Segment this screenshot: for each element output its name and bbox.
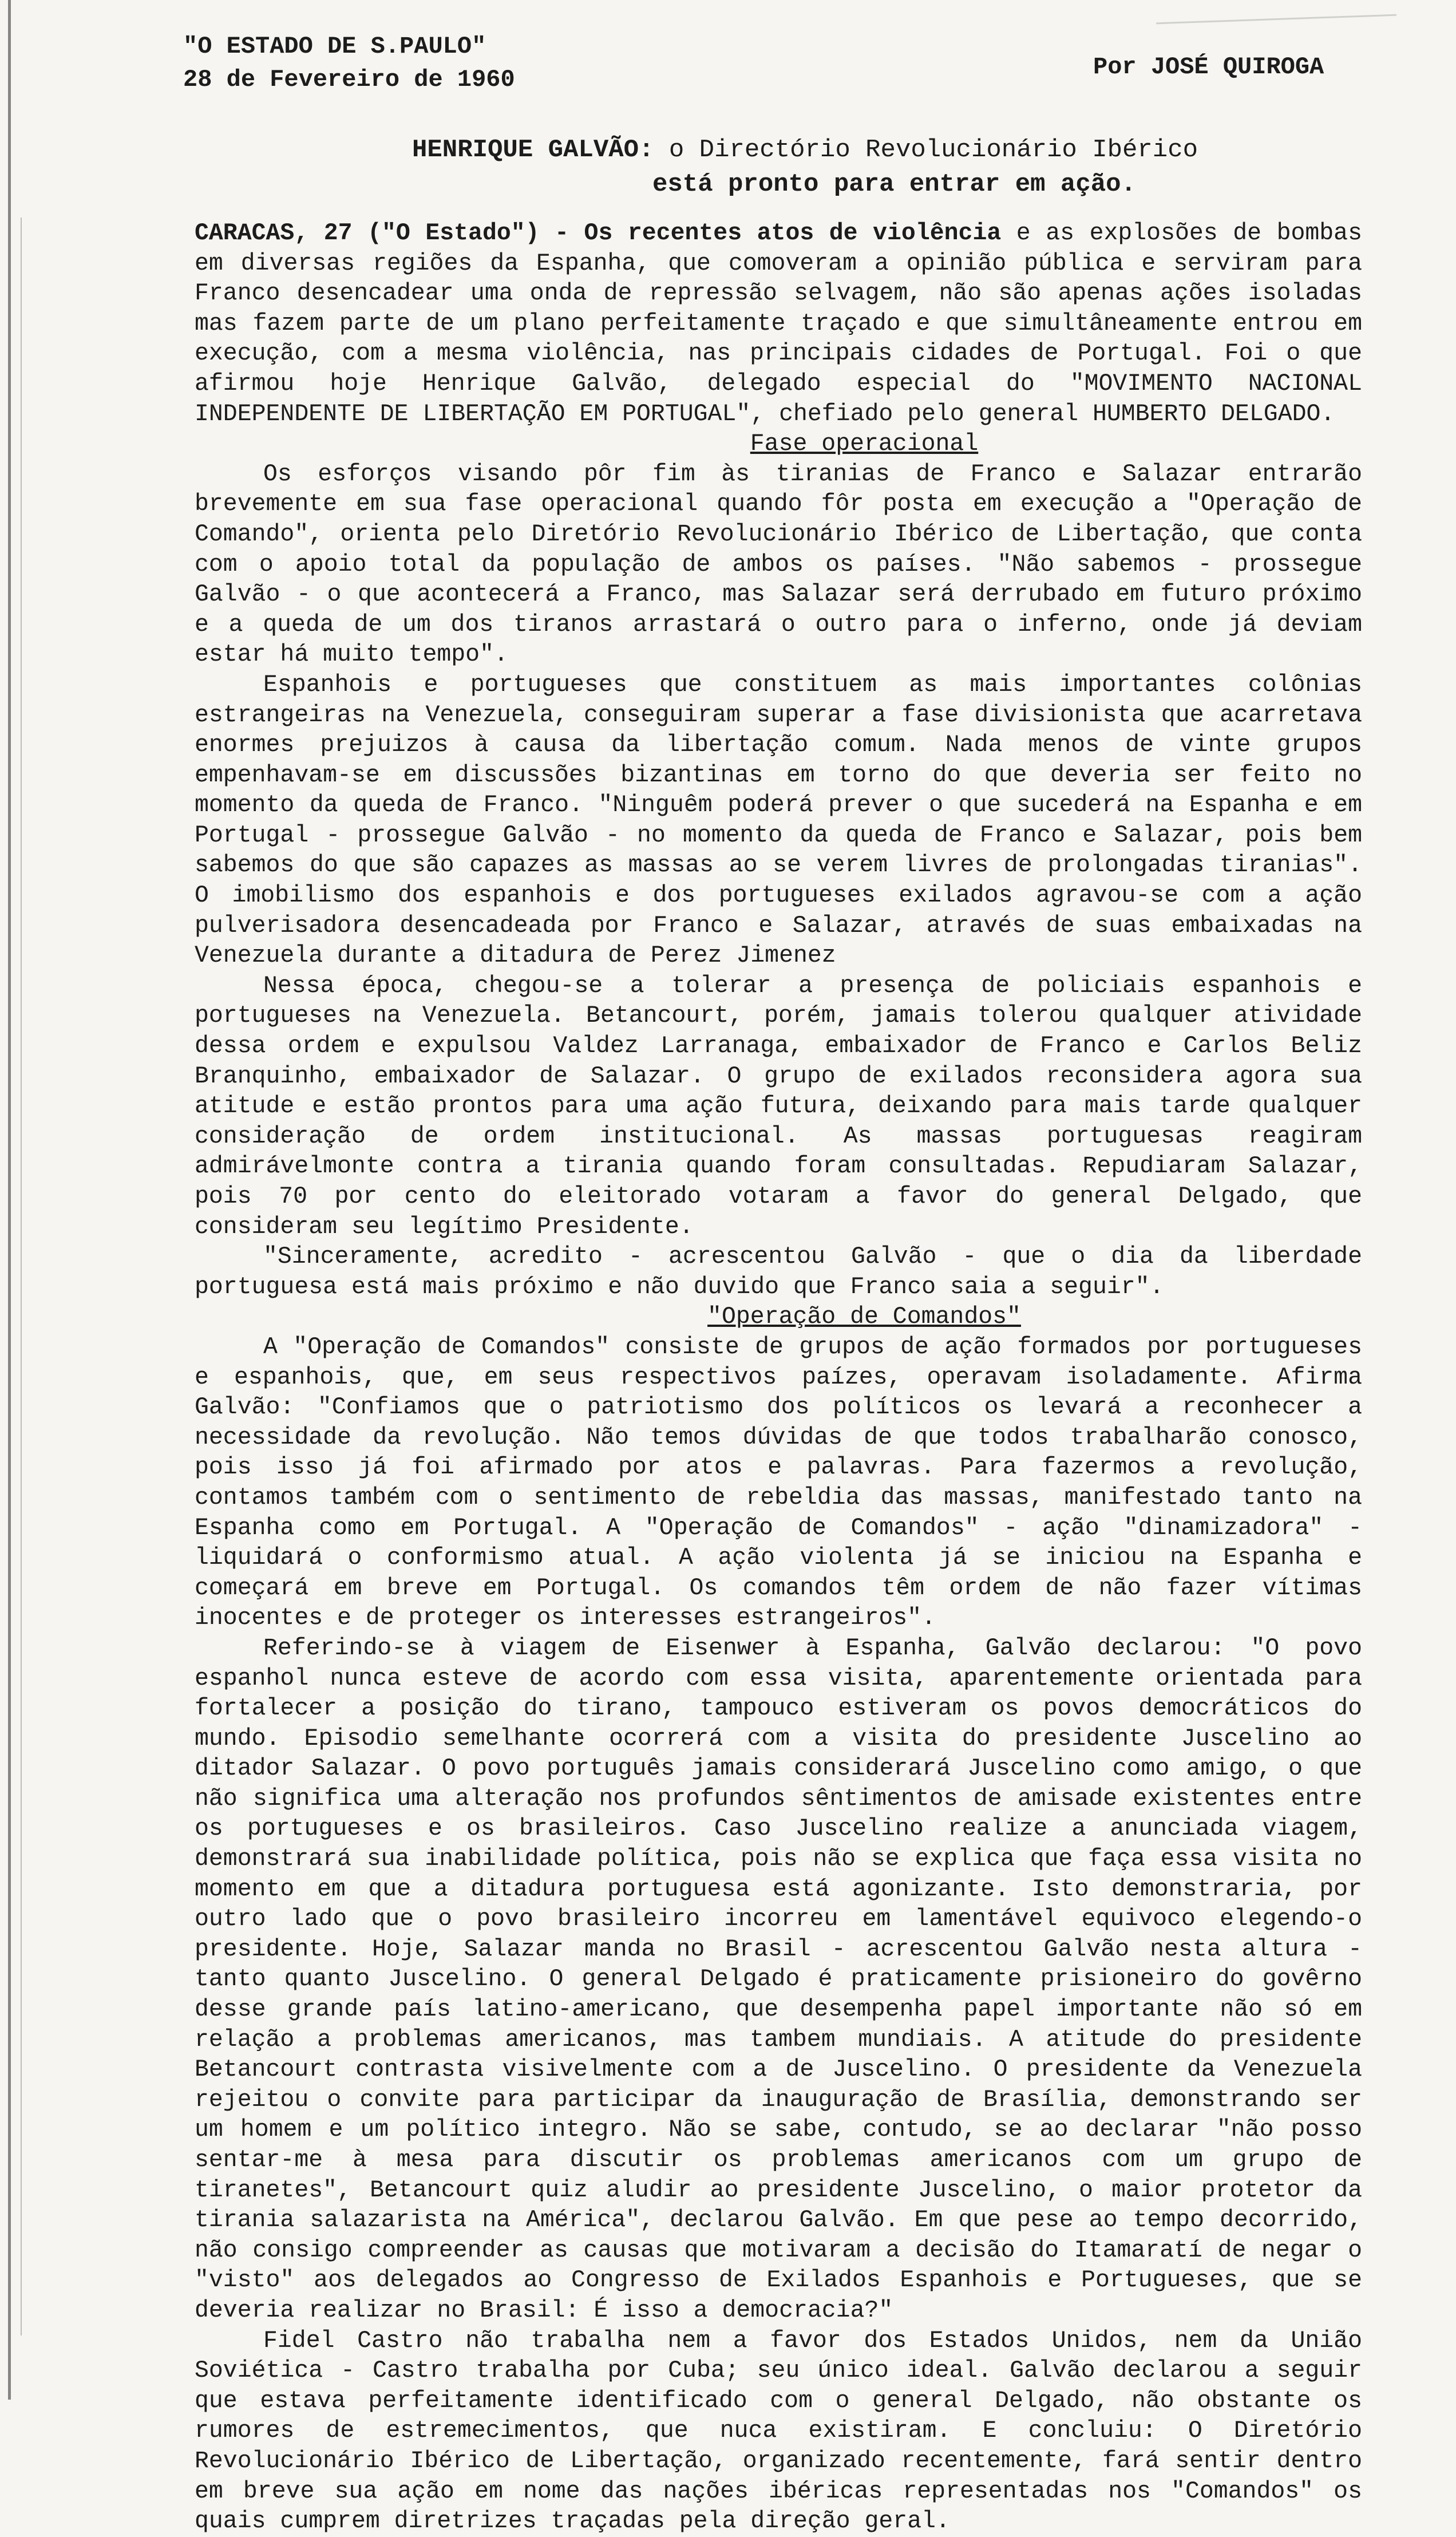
paragraph-text: e as explosões de bombas em diversas regiões da Espanha, que comoveram a opinião pública e serviram para Franco desencadear uma onda de repressão selvagem, não são apenas ações isoladas mas fazem parte de um plano perfeitamente traçado e que simultâneamente entrou em execução, com a mesma violência, nas principais cidades de Portugal. Foi o que afirmou hoje Henrique Galvão, delegado especial do "MOVIMENTO NACIONAL INDEPENDENTE DE LIBERTAÇÃO EM PORTUGAL", chefiado pelo general HUMBERTO DELGADO. xyxy=(195,220,1362,428)
article-paragraph xyxy=(195,2326,1362,2537)
title-rest: o Directório Revolucionário Ibérico xyxy=(654,136,1198,164)
title-lead: HENRIQUE GALVÃO: xyxy=(412,136,654,164)
paragraph-text: "Sinceramente, acredito - acrescentou Galvão - que o dia da liberdade portuguesa está mais próximo e não duvido que Franco saia a seguir". xyxy=(195,1243,1362,1301)
article-paragraph xyxy=(195,460,1362,670)
scan-edge-line-inner xyxy=(21,218,22,2336)
paragraph-text: Os esforços visando pôr fim às tiranias de Franco e Salazar entrarão brevemente em sua fase operacional quando fôr posta em execução a "Operação de Comando", orienta pelo Diretório Revolucionário Ibérico de Libertação, que conta com o apoio total da população de ambos os países. "Não sabemos - prossegue Galvão - o que acontecerá a Franco, mas Salazar será derrubado em futuro próximo e a queda de um dos tiranos arrastará o outro para o inferno, onde já deviam estar há muito tempo". xyxy=(195,460,1362,669)
article-paragraph xyxy=(195,1634,1362,2326)
article-paragraph xyxy=(195,1242,1362,1302)
article-paragraph xyxy=(195,670,1362,971)
byline: Por JOSÉ QUIROGA xyxy=(1093,53,1324,81)
scan-edge-line xyxy=(8,0,11,2400)
article-paragraph xyxy=(195,219,1362,429)
publication-date: 28 de Fevereiro de 1960 xyxy=(183,66,515,93)
title-line-2: está pronto para entrar em ação. xyxy=(652,170,1136,199)
paragraph-text: Espanhois e portugueses que constituem as mais importantes colônias estrangeiras na Venezuela, conseguiram superar a fase divisionista que acarretava enormes prejuizos à causa da libertação comum. Nada menos de vinte grupos empenhavam-se em discussões bizantinas em torno do que deveria ser feito no momento da queda de Franco. "Ninguêm poderá prever o que sucederá na Espanha e em Portugal - prossegue Galvão - no momento da queda de Franco e Salazar, pois bem sabemos do que são capazes as massas ao se verem livres de prolongadas tiranias". O imobilismo dos espanhois e dos portugueses exilados agravou-se com a ação pulverisadora desencadeada por Franco e Salazar, através de suas embaixadas na Venezuela durante a ditadura de Perez Jimenez xyxy=(195,671,1362,970)
article-paragraph xyxy=(195,1333,1362,1634)
section-subheading: "Operação de Comandos" xyxy=(707,1303,1021,1331)
title-line-1 xyxy=(412,133,1198,167)
newspaper-name: "O ESTADO DE S.PAULO" xyxy=(183,33,486,60)
paragraph-lead: CARACAS, 27 ("O Estado") - Os recentes atos de violência xyxy=(195,220,1002,247)
paragraph-text: Fidel Castro não trabalha nem a favor dos Estados Unidos, nem da União Soviética - Castro trabalha por Cuba; seu único ideal. Galvão declarou a seguir que estava perfeitamente identificado com o general Delgado, não obstante os rumores de estremecimentos, que nuca existiram. E concluiu: O Diretório Revolucionário Ibérico de Libertação, organizado recentemente, fará sentir dentro em breve sua ação em nome das nações ibéricas representadas nos "Comandos" os quais cumprem diretrizes traçadas pela direção geral. xyxy=(195,2327,1362,2535)
paragraph-text: Referindo-se à viagem de Eisenwer à Espanha, Galvão declarou: "O povo espanhol nunca esteve de acordo com essa visita, aparentemente orientada para fortalecer a posição do tirano, tampouco estiveram os povos democráticos do mundo. Episodio semelhante ocorrerá com a visita do presidente Juscelino ao ditador Salazar. O povo português jamais considerará Juscelino como amigo, o que não significa uma alteração nos profundos sêntimentos de amisade existentes entre os portugueses e os brasileiros. Caso Juscelino realize a anunciada viagem, demonstrará sua inabilidade política, pois não se explica que faça essa visita no momento em que a ditadura portuguesa está agonizante. Isto demonstraria, por outro lado que o povo brasileiro incorreu em lamentável equivoco elegendo-o presidente. Hoje, Salazar manda no Brasil - acrescentou Galvão nesta altura - tanto quanto Juscelino. O general Delgado é praticamente prisioneiro do govêrno desse grande país latino-americano, que desempenha papel importante não só em relação a problemas americanos, mas tambem mundiais. A atitude do presidente Betancourt contrasta visivelmente com a de Juscelino. O presidente da Venezuela rejeitou o convite para participar da inauguração de Brasília, demonstrando ser um homem e um político integro. Não se sabe, contudo, se ao declarar "não posso sentar-me à mesa para discutir os problemas americanos com um grupo de tiranetes", Betancourt quiz aludir ao presidente Juscelino, o maior protetor da tirania salazarista na América", declarou Galvão. Em que pese ao tempo decorrido, não consigo compreender as causas que motivaram a decisão do Itamaratí de negar o "visto" aos delegados ao Congresso de Exilados Espanhois e Portugueses, que se deveria realizar no Brasil: É isso a democracia?" xyxy=(195,1634,1362,2324)
paragraph-text: Nessa época, chegou-se a tolerar a presença de policiais espanhois e portugueses na Venezuela. Betancourt, porém, jamais tolerou qualquer atividade dessa ordem e expulsou Valdez Larranaga, embaixador de Franco e Carlos Beliz Branquinho, embaixador de Salazar. O grupo de exilados reconsidera agora sua atitude e estão prontos para uma ação futura, deixando para mais tarde qualquer consideração de ordem institucional. As massas portuguesas reagiram admirávelmonte contra a tirania quando foram consultadas. Repudiaram Salazar, pois 70 por cento do eleitorado votaram a favor do general Delgado, que consideram seu legítimo Presidente. xyxy=(195,972,1362,1240)
article-paragraph xyxy=(195,971,1362,1242)
section-subheading: Fase operacional xyxy=(750,430,979,458)
paragraph-text: A "Operação de Comandos" consiste de grupos de ação formados por portugueses e espanhois, que, em seus respectivos paízes, operavam isoladamente. Afirma Galvão: "Confiamos que o patriotismo dos políticos os levará a reconhecer a necessidade da revolução. Não temos dúvidas de que todos trabalharão conosco, pois isso já foi afirmado por atos e palavras. Para fazermos a revolução, contamos também com o sentimento de rebeldia das massas, manifestado tanto na Espanha como em Portugal. A "Operação de Comandos" - ação "dinamizadora" - liquidará o conformismo atual. A ação violenta já se iniciou na Espanha e começará em breve em Portugal. Os comandos têm ordem de não fazer vítimas inocentes e de proteger os interesses estrangeiros". xyxy=(195,1333,1362,1632)
article-body xyxy=(195,219,1362,2537)
header-source xyxy=(183,30,515,96)
article-title xyxy=(412,133,1198,201)
scan-mark xyxy=(1156,14,1396,25)
